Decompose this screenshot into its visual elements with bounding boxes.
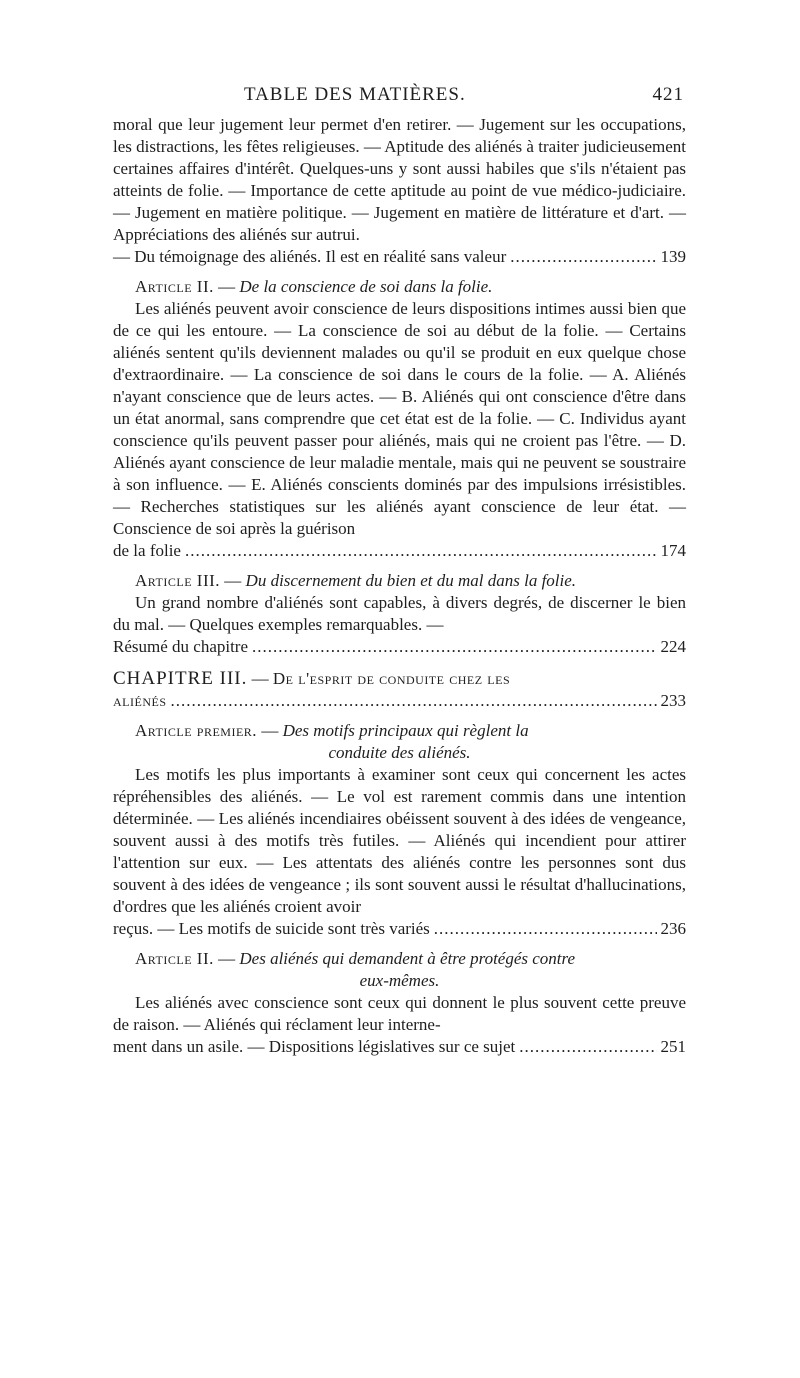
- article-title: Des motifs principaux qui règlent la: [282, 721, 529, 740]
- heading-dash: —: [218, 277, 236, 296]
- entry-page: 233: [660, 691, 686, 710]
- running-header: [244, 84, 684, 110]
- toc-entry-summary: [113, 298, 686, 540]
- toc-entry-line: [113, 246, 686, 268]
- entry-text: Les aliénés peuvent avoir conscience de leurs dispositions intimes aussi bien que de ce qui les entoure. — La conscience de soi au début de la folie. — Certains aliénés sentent qu'ils deviennent malades ou qu'il se produit en eux quelque chose d'extraordinaire. — La conscience de soi dans le cours de la folie. — A. Aliénés n'ayant conscience que de leurs actes. — B. Aliénés qui ont conscience d'être dans un état anormal, sans comprendre que cet état est de la folie. — C. Individus ayant conscience qu'ils peuvent passer pour aliénés, mais qui ne croient pas l'être. — D. Aliénés ayant conscience de leur maladie mentale, mais qui ne peuvent se soustraire à son influence. — E. Aliénés conscients dominés par des impulsions irrésistibles. — Recherches statistiques sur les aliénés ayant conscience de leur état. — Conscience de soi après la guérison: [113, 299, 686, 538]
- entry-page: 236: [660, 919, 686, 938]
- article-label: Article II.: [135, 949, 214, 968]
- header-title: TABLE DES MATIÈRES.: [244, 84, 466, 105]
- entry-text: Les aliénés avec conscience sont ceux qui donnent le plus souvent cette preuve de raison. — Aliénés qui réclament leur interne-: [113, 993, 686, 1034]
- entry-last-line: reçus. — Les motifs de suicide sont très variés: [113, 919, 430, 938]
- article-label: Article premier.: [135, 721, 258, 740]
- article-heading: [135, 570, 686, 592]
- article-heading: [135, 276, 686, 298]
- article-label: Article III.: [135, 571, 221, 590]
- entry-page: 174: [660, 541, 686, 560]
- entry-last-line: de la folie: [113, 541, 181, 560]
- chapter-first-line: [113, 668, 686, 690]
- toc-entry-line: [113, 636, 686, 658]
- chapter-label: CHAPITRE III.: [113, 668, 248, 689]
- toc-entry-line: [113, 918, 686, 940]
- heading-dash: —: [218, 949, 236, 968]
- toc-entry-line: [113, 1036, 686, 1058]
- article-heading-cont: [113, 742, 686, 764]
- article-title: Des aliénés qui demandent à être protégés contre: [239, 949, 576, 968]
- dot-leader: [171, 690, 657, 712]
- dot-leader: [185, 540, 657, 562]
- toc-entry-continuation: [113, 114, 686, 246]
- entry-text: Les motifs les plus importants à examiner sont ceux qui concernent les actes répréhensibles des aliénés. — Le vol est rarement commis dans une intention déterminée. — Les aliénés incendiaires obéissent souvent à des idées de vengeance, souvent aussi à des motifs très futiles. — Aliénés qui incendient pour attirer l'attention sur eux. — Les attentats des aliénés contre les personnes sont dus souvent à des idées de vengeance ; ils sont souvent aussi le résultat d'hallucinations, d'ordres que les aliénés croient avoir: [113, 765, 686, 916]
- entry-page: 224: [660, 637, 686, 656]
- article-title: Du discernement du bien et du mal dans la folie.: [245, 571, 577, 590]
- dot-leader: [434, 918, 657, 940]
- heading-dash: —: [261, 721, 279, 740]
- toc-entry-summary: [113, 764, 686, 918]
- entry-last-line: ment dans un asile. — Dispositions législatives sur ce sujet: [113, 1037, 516, 1056]
- dot-leader: [510, 246, 656, 268]
- page-number: 421: [652, 84, 684, 105]
- entry-page: 139: [660, 247, 686, 266]
- article-title: De la conscience de soi dans la folie.: [239, 277, 493, 296]
- article-heading: [135, 720, 686, 742]
- chapter-title: De l'esprit de conduite chez les: [272, 669, 511, 688]
- article-label: Article II.: [135, 277, 214, 296]
- toc-entry-summary: [113, 992, 686, 1036]
- chapter-heading: [113, 668, 686, 712]
- article-heading-cont: [113, 970, 686, 992]
- toc-entry-summary: [113, 592, 686, 636]
- toc-entry-line: [113, 540, 686, 562]
- article-heading: [135, 948, 686, 970]
- chapter-title-cont: aliénés: [113, 691, 167, 710]
- toc-entry-line: [113, 690, 686, 712]
- entry-text: Un grand nombre d'aliénés sont capables, à divers degrés, de discerner le bien du mal. — Quelques exemples remarquables. —: [113, 593, 686, 634]
- article-title-cont: conduite des aliénés.: [328, 743, 471, 762]
- dot-leader: [519, 1036, 656, 1058]
- dot-leader: [252, 636, 656, 658]
- entry-last-line: Résumé du chapitre: [113, 637, 249, 656]
- table-of-contents-body: [113, 114, 686, 1058]
- heading-dash: —: [224, 571, 242, 590]
- entry-last-line: — Du témoignage des aliénés. Il est en réalité sans valeur: [113, 247, 507, 266]
- entry-page: 251: [660, 1037, 686, 1056]
- article-title-cont: eux-mêmes.: [359, 971, 440, 990]
- entry-text: moral que leur jugement leur permet d'en retirer. — Jugement sur les occupations, les distractions, les fêtes religieuses. — Aptitude des aliénés à traiter judicieusement certaines affaires d'intérêt. Quelques-uns y sont aussi habiles que s'ils n'étaient pas atteints de folie. — Importance de cette aptitude au point de vue médico-judiciaire. — Jugement en matière politique. — Jugement en matière de littérature et d'art. — Appréciations des aliénés sur autrui.: [113, 115, 686, 244]
- heading-dash: —: [251, 669, 269, 688]
